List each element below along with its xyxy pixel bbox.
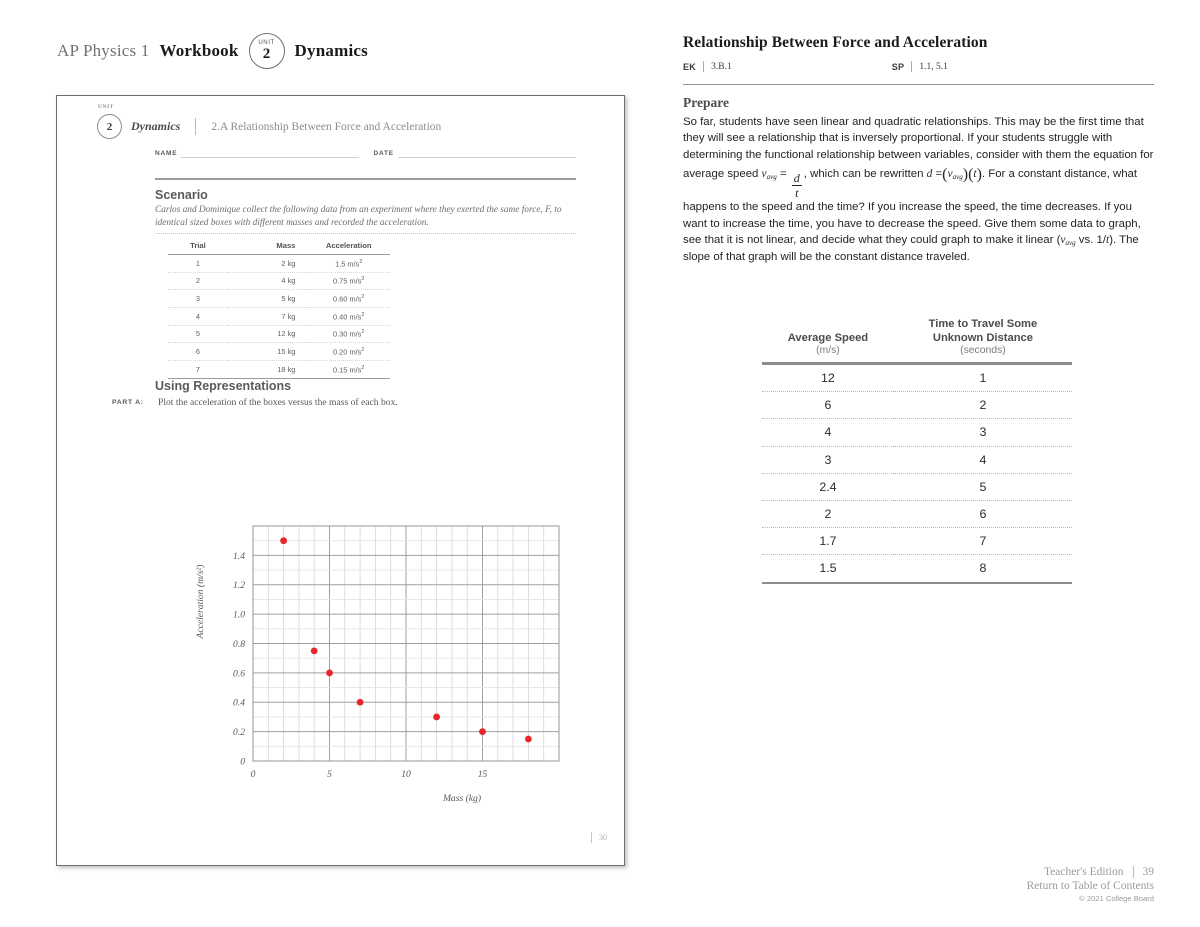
return-to-toc-link[interactable]: Return to Table of Contents: [1026, 880, 1154, 892]
right-paren-icon: ): [962, 166, 969, 184]
cell-mass: 5 kg: [228, 290, 308, 308]
prepare-p2-t: t: [1106, 234, 1110, 247]
average-speed-equation: [761, 166, 1113, 201]
workbook-page-number: [591, 832, 607, 843]
y-axis-title: Acceleration (m/s²): [195, 564, 206, 639]
document-footer: [1027, 866, 1154, 903]
footer-edition-row: [1027, 866, 1154, 878]
cell-acceleration: 0.20 $m/s^2$: [307, 343, 390, 361]
data-point: [433, 714, 440, 721]
table-row: [762, 555, 1072, 583]
x-tick-label: 5: [327, 769, 332, 780]
footer-edition: Teacher's Edition: [1043, 866, 1124, 878]
cell-time: 1: [894, 364, 1072, 392]
cell-trial: 5: [168, 325, 228, 343]
scenario-heading: Scenario: [155, 188, 208, 202]
cell-time: 3: [894, 419, 1072, 446]
page-number-value: 30: [599, 833, 607, 842]
name-date-row: [155, 146, 576, 158]
table-row: [762, 446, 1072, 473]
speed-time-header-row: [762, 318, 1072, 364]
table-row: [168, 360, 390, 378]
cell-trial: 1: [168, 255, 228, 273]
equation-numerator: d: [793, 171, 800, 186]
cell-average-speed: 12: [762, 364, 894, 392]
y-tick-label: 1.4: [233, 550, 245, 562]
workbook-unit-badge-icon: [97, 104, 122, 139]
footer-page-number: 39: [1142, 866, 1154, 878]
table-header-row: [168, 237, 390, 255]
equation-tail: . For a constant distance,: [981, 168, 1110, 181]
y-tick-label: 0: [240, 756, 245, 768]
col-time-unit: (seconds): [960, 345, 1006, 357]
workbook-unit-number: 2: [106, 120, 113, 133]
equation-v2-sub: avg: [952, 173, 963, 182]
y-tick-label: 1.2: [233, 580, 245, 592]
unit-exponent: 2: [361, 293, 365, 300]
y-tick-label: 0.6: [233, 668, 245, 680]
table-row: [762, 419, 1072, 446]
prepare-body: [683, 114, 1154, 265]
cell-mass: 7 kg: [228, 307, 308, 325]
equation-v2: v: [947, 168, 953, 181]
cell-acceleration: 0.75 $m/s^2$: [307, 272, 390, 290]
copyright-notice: © 2021 College Board: [1079, 894, 1154, 903]
cell-average-speed: 6: [762, 392, 894, 419]
workbook-page-header: [97, 104, 442, 139]
equation-fraction: [792, 172, 802, 199]
date-field[interactable]: [398, 146, 576, 158]
unit-badge-icon: [249, 33, 285, 69]
cell-mass: 12 kg: [228, 325, 308, 343]
table-row: [168, 343, 390, 361]
x-tick-label: 15: [477, 769, 488, 780]
table-row: [762, 473, 1072, 500]
cell-time: 4: [894, 446, 1072, 473]
cell-time: 2: [894, 392, 1072, 419]
sp-divider: [911, 61, 912, 72]
table-row: [168, 290, 390, 308]
equation-equals-2: =: [935, 168, 943, 181]
table-body: [168, 255, 390, 379]
col-average-speed-title: Average Speed: [787, 331, 869, 344]
sp-label: SP: [891, 61, 905, 72]
y-tick-label: 0.4: [233, 697, 245, 709]
course-label: AP Physics 1: [57, 41, 150, 60]
cell-trial: 7: [168, 360, 228, 378]
cell-trial: 2: [168, 272, 228, 290]
footer-divider: [1133, 866, 1134, 878]
col-mass: Mass: [228, 237, 308, 255]
data-point: [479, 728, 486, 735]
cell-time: 6: [894, 500, 1072, 527]
x-tick-label: 0: [250, 769, 256, 780]
header-rule: [683, 84, 1154, 85]
data-point: [311, 647, 318, 654]
table-row: [762, 392, 1072, 419]
section-rule: [155, 178, 576, 180]
speed-time-table: [762, 318, 1072, 584]
table-row: [168, 272, 390, 290]
unit-exponent: 2: [361, 311, 365, 318]
prepare-paragraph-1: [683, 114, 1154, 265]
table-row: [762, 528, 1072, 555]
workbook-activity-title: 2.A Relationship Between Force and Acceleration: [211, 120, 442, 133]
prepare-p2-c: ). The slope of that graph will be the constant distance traveled.: [683, 234, 1139, 263]
equation-denominator: t: [795, 186, 799, 201]
equation-t: t: [973, 168, 977, 181]
standards-row: [683, 61, 1154, 72]
col-time-title-2: Unknown Distance: [932, 331, 1033, 344]
name-field[interactable]: [181, 146, 359, 158]
cell-average-speed: 2.4: [762, 473, 894, 500]
ek-divider: [703, 61, 704, 72]
prepare-p1-text: So far, students have seen linear and quadratic relationships. This may be the first time that they will see a relationship that is inversely proportional. If your students struggle with determining the functional relationship between variables, consider with them the equation for average speed: [683, 116, 1154, 181]
equation-v: v: [761, 168, 767, 181]
right-paren-2-icon: ): [976, 166, 982, 184]
equation-v-sub: avg: [766, 173, 777, 182]
table-row: [168, 325, 390, 343]
cell-acceleration: 0.15 $m/s^2$: [307, 360, 390, 378]
table-row: [762, 500, 1072, 527]
equation-equals: =: [779, 168, 787, 181]
cell-mass: 4 kg: [228, 272, 308, 290]
cell-mass: 18 kg: [228, 360, 308, 378]
cell-trial: 4: [168, 307, 228, 325]
sp-value: 1.1, 5.1: [919, 61, 948, 72]
col-time-title-1: Time to Travel Some: [928, 318, 1038, 330]
cell-mass: 2 kg: [228, 255, 308, 273]
cell-acceleration: 0.60 $m/s^2$: [307, 290, 390, 308]
unit-number: 2: [262, 46, 271, 62]
col-trial: Trial: [168, 237, 228, 255]
workbook-label: Workbook: [159, 41, 239, 60]
data-point: [280, 537, 287, 544]
unit-name-label: Dynamics: [294, 41, 368, 60]
acceleration-vs-mass-chart: [177, 516, 577, 816]
y-tick-label: 1.0: [233, 609, 245, 621]
table-row: [762, 364, 1072, 392]
col-average-speed-unit: (m/s): [816, 345, 840, 357]
document-header: [57, 33, 368, 69]
left-paren-2-icon: (: [968, 166, 974, 184]
part-a-label: PART A:: [112, 399, 144, 406]
page-title: Relationship Between Force and Acceleration: [683, 34, 988, 51]
x-tick-label: 10: [401, 769, 411, 780]
prepare-p2-a: what happens to the speed and the time? If you increase the speed, the time decreases. If you want to increase the time, you have to decrease the speed. Give them some data to graph, see that it is not linear, and decide what they could graph to make it linear (: [683, 168, 1141, 247]
unit-exponent: 2: [361, 329, 365, 336]
data-point: [326, 669, 333, 676]
cell-trial: 6: [168, 343, 228, 361]
col-time: [894, 318, 1072, 364]
cell-average-speed: 3: [762, 446, 894, 473]
prepare-heading: Prepare: [683, 95, 729, 110]
cell-average-speed: 1.7: [762, 528, 894, 555]
workbook-unit-name: Dynamics: [131, 119, 181, 133]
prepare-p2-b: vs. 1/: [1075, 234, 1107, 247]
unit-word: UNIT: [258, 40, 275, 46]
cell-acceleration: 0.30 $m/s^2$: [307, 325, 390, 343]
data-point: [357, 699, 364, 706]
equation-mid-text: , which can be rewritten: [803, 168, 924, 181]
y-tick-label: 0.8: [233, 638, 245, 650]
col-acceleration: Acceleration: [307, 237, 390, 255]
cell-average-speed: 1.5: [762, 555, 894, 583]
teacher-notes-column: [683, 34, 1154, 265]
chart-svg: [177, 516, 577, 816]
data-point: [525, 736, 532, 743]
cell-time: 5: [894, 473, 1072, 500]
scenario-data-table: [168, 237, 390, 379]
unit-exponent: 2: [361, 346, 365, 353]
cell-trial: 3: [168, 290, 228, 308]
cell-time: 8: [894, 555, 1072, 583]
name-label: NAME: [155, 150, 178, 157]
ek-value: 3.B.1: [711, 61, 732, 72]
table-row: [168, 255, 390, 273]
header-divider: [195, 118, 196, 135]
table-row: [168, 307, 390, 325]
page-number-divider: [591, 832, 592, 843]
part-a-row: [112, 397, 582, 408]
cell-time: 7: [894, 528, 1072, 555]
workbook-unit-word: UNIT: [98, 104, 114, 110]
prepare-p2-v: v: [1060, 234, 1066, 247]
y-tick-label: 0.2: [233, 727, 245, 739]
workbook-page-preview[interactable]: [56, 95, 625, 866]
ek-label: EK: [683, 61, 697, 72]
x-axis-title: Mass (kg): [442, 793, 482, 804]
using-representations-heading: Using Representations: [155, 379, 292, 393]
unit-exponent: 2: [359, 258, 363, 265]
cell-acceleration: 0.40 $m/s^2$: [307, 307, 390, 325]
scenario-text: Carlos and Dominique collect the following data from an experiment where they exerted the same force, F, to identical sized boxes with different masses and recorded the acceleration.: [155, 205, 562, 229]
cell-mass: 15 kg: [228, 343, 308, 361]
equation-d: d: [926, 168, 933, 181]
col-average-speed: [762, 318, 894, 364]
dotted-divider: [155, 233, 576, 234]
cell-acceleration: 1.5 $m/s^2$: [307, 255, 390, 273]
prepare-p2-sub: avg: [1065, 239, 1076, 248]
cell-average-speed: 4: [762, 419, 894, 446]
left-paren-icon: (: [942, 166, 948, 184]
workbook-page-content: [57, 96, 624, 865]
cell-average-speed: 2: [762, 500, 894, 527]
speed-time-body: [762, 364, 1072, 583]
date-label: DATE: [373, 150, 394, 157]
unit-exponent: 2: [361, 364, 365, 371]
unit-exponent: 2: [361, 276, 365, 283]
part-a-text: Plot the acceleration of the boxes versus the mass of each box.: [158, 397, 398, 408]
